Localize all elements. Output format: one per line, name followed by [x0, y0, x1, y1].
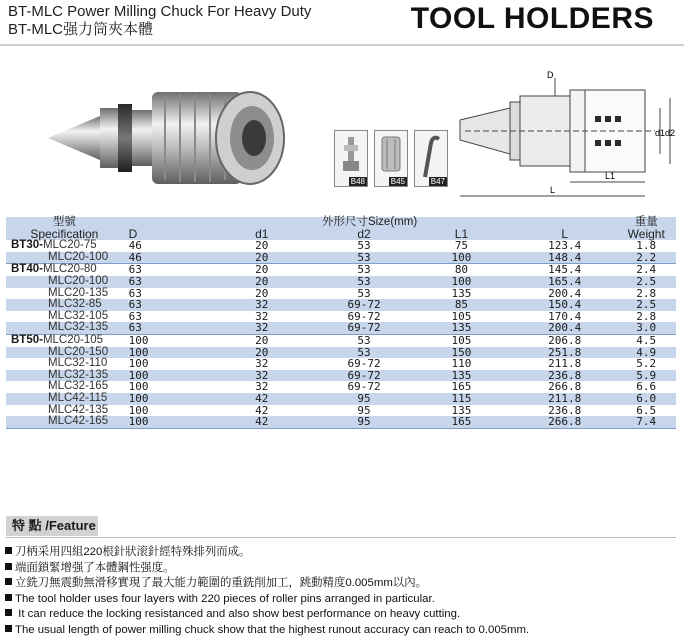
- cell-D: 63: [123, 276, 206, 288]
- cell-d2: 69-72: [347, 309, 381, 323]
- series-label: BT50-: [11, 333, 43, 346]
- cell-L: 251.8: [513, 347, 616, 359]
- feature-list: [5, 545, 680, 639]
- cell-L: 123.4: [548, 239, 582, 253]
- cell-L: 165.4: [513, 276, 616, 288]
- cell-d2: 69-72: [347, 380, 381, 394]
- header-size-group: 外形尺寸Size(mm): [321, 216, 418, 228]
- cell-d2: 95: [318, 416, 410, 428]
- cell-L1: 150: [410, 347, 513, 359]
- bullet-square-icon: [5, 594, 12, 601]
- cell-D: 100: [123, 347, 206, 359]
- model-label: MLC20-105: [42, 333, 104, 346]
- table-row: [6, 393, 676, 405]
- cell-L1: 165: [451, 380, 472, 394]
- cell-L1: 135: [410, 370, 513, 382]
- model-label: MLC20-150: [48, 345, 109, 358]
- cell-D: 46: [128, 239, 142, 253]
- table-row: [6, 252, 676, 264]
- model-label: MLC32-165: [48, 380, 109, 393]
- cell-W: 6.5: [636, 403, 657, 417]
- model-label: MLC32-110: [48, 357, 108, 370]
- cell-d2: 69-72: [318, 322, 410, 334]
- cell-D: 63: [123, 322, 206, 334]
- header-weight-en: Weight: [627, 226, 665, 241]
- cell-L: 211.8: [548, 357, 582, 371]
- cell-d2: 53: [318, 334, 410, 346]
- model-cell: [6, 416, 123, 428]
- model-label: MLC20-135: [48, 286, 109, 299]
- header-L: L: [561, 226, 569, 241]
- feature-item: 立銑刀無震動無滑移實現了最大能力範圍的重銑削加工，跳動精度0.005mm以內。: [5, 576, 680, 592]
- cell-L1: 165: [410, 416, 513, 428]
- header-d2: d2: [357, 226, 371, 241]
- cell-L1: 85: [410, 299, 513, 311]
- cell-d1: 42: [205, 416, 318, 428]
- cell-D: 100: [123, 416, 206, 428]
- cell-d2: 53: [318, 264, 410, 276]
- cell-L: 150.4: [513, 299, 616, 311]
- cell-L1: 115: [410, 393, 513, 405]
- cell-W: 3.0: [616, 322, 676, 334]
- model-cell: [6, 393, 123, 405]
- cell-W: 2.2: [616, 252, 676, 264]
- cell-W: 5.2: [636, 357, 657, 371]
- cell-W: 7.4: [616, 416, 676, 428]
- table-row: [6, 299, 676, 311]
- cell-d2: 69-72: [347, 357, 381, 371]
- cell-L: 211.8: [513, 393, 616, 405]
- model-cell: [6, 252, 123, 264]
- cell-L: 206.8: [513, 334, 616, 346]
- bullet-square-icon: [5, 625, 12, 632]
- model-label: MLC42-115: [48, 391, 108, 404]
- cell-d1: 20: [255, 239, 269, 253]
- cell-L1: 100: [410, 252, 513, 264]
- accessory-tag: B45: [390, 177, 405, 186]
- model-cell: [6, 358, 123, 370]
- header-weight-cn: 重量: [634, 216, 658, 228]
- cell-D: 100: [123, 393, 206, 405]
- cell-d1: 20: [205, 264, 318, 276]
- cell-W: 2.8: [636, 309, 657, 323]
- cell-d2: 69-72: [318, 299, 410, 311]
- title-chinese: BT-MLC强力筒夾本體: [8, 21, 154, 38]
- cell-d1: 32: [205, 370, 318, 382]
- bullet-square-icon: [5, 547, 12, 554]
- header-model-cn: 型號: [52, 216, 76, 228]
- cell-d1: 20: [205, 334, 318, 346]
- model-cell: [6, 322, 123, 334]
- cell-D: 100: [128, 403, 149, 417]
- cell-W: 5.9: [616, 370, 676, 382]
- cell-W: 2.8: [636, 286, 657, 300]
- wrench-thumbnail: [414, 130, 448, 187]
- table-row: [6, 416, 676, 428]
- cell-D: 100: [128, 380, 149, 394]
- cell-d2: 53: [318, 347, 410, 359]
- cell-d2: 95: [357, 403, 371, 417]
- cell-d2: 53: [318, 252, 410, 264]
- dim-label-d2: d2: [665, 128, 676, 138]
- cell-W: 2.4: [616, 264, 676, 276]
- cell-L: 170.4: [548, 309, 582, 323]
- table-header-row: [6, 217, 676, 229]
- cell-L: 266.8: [548, 380, 582, 394]
- cell-W: 6.0: [616, 393, 676, 405]
- cell-d2: 69-72: [318, 370, 410, 382]
- feature-item: 刀柄采用四組220根針狀滚針經特殊排列而成。: [5, 545, 680, 561]
- cell-L: 200.4: [513, 322, 616, 334]
- cell-L: 145.4: [513, 264, 616, 276]
- cell-W: 2.5: [616, 299, 676, 311]
- pull-stud-thumbnail: [334, 130, 368, 187]
- cell-D: 100: [128, 357, 149, 371]
- cell-L1: 135: [451, 403, 472, 417]
- cell-L1: 80: [410, 264, 513, 276]
- feature-heading: 特 點 /Feature: [6, 516, 98, 536]
- model-cell: [6, 299, 123, 311]
- cell-L1: 135: [410, 322, 513, 334]
- feature-item: The usual length of power milling chuck show that the highest runout accuracy can reach to 0.005mm.: [5, 623, 680, 639]
- spec-table: [6, 217, 676, 429]
- model-label: MLC20-100: [48, 250, 109, 263]
- model-label: MLC32-135: [48, 368, 109, 381]
- header-divider: [0, 44, 684, 46]
- cell-W: 1.8: [636, 239, 657, 253]
- cell-d1: 42: [255, 403, 269, 417]
- cell-L: 266.8: [513, 416, 616, 428]
- section-brand-heading: TOOL HOLDERS: [410, 2, 654, 35]
- cell-d1: 32: [255, 309, 269, 323]
- cell-W: 6.6: [636, 380, 657, 394]
- feature-item: It can reduce the locking resistanced and also show best performance on heavy cutting.: [5, 607, 680, 623]
- table-row: [6, 322, 676, 334]
- cell-L1: 110: [451, 357, 472, 371]
- cell-d2: 53: [357, 239, 371, 253]
- bullet-square-icon: [5, 563, 12, 570]
- cell-D: 46: [123, 252, 206, 264]
- cell-D: 63: [123, 299, 206, 311]
- cell-d1: 32: [255, 357, 269, 371]
- model-cell: [6, 334, 123, 346]
- cell-d1: 20: [205, 347, 318, 359]
- header-L1: L1: [454, 226, 469, 241]
- cell-W: 2.5: [616, 276, 676, 288]
- series-label: BT40-: [11, 263, 43, 276]
- cell-L1: 75: [454, 239, 469, 253]
- cell-W: 4.5: [616, 334, 676, 346]
- cell-L: 148.4: [513, 252, 616, 264]
- cell-d1: 20: [205, 276, 318, 288]
- cell-L1: 105: [410, 334, 513, 346]
- accessory-tag: B47: [430, 177, 445, 186]
- cell-L1: 100: [410, 276, 513, 288]
- cell-d2: 53: [318, 276, 410, 288]
- table-row: [6, 358, 676, 370]
- cell-W: 4.9: [616, 347, 676, 359]
- dim-label-L: L: [550, 185, 556, 195]
- cell-d2: 95: [318, 393, 410, 405]
- accessory-tag: B48: [350, 177, 365, 186]
- cell-d1: 32: [255, 380, 269, 394]
- feature-divider: [6, 537, 676, 538]
- cell-L: 236.8: [513, 370, 616, 382]
- cell-L: 200.4: [548, 286, 582, 300]
- cell-D: 63: [128, 309, 142, 323]
- cell-D: 63: [123, 264, 206, 276]
- cell-D: 100: [123, 370, 206, 382]
- cell-d2: 53: [357, 286, 371, 300]
- header-d1: d1: [255, 226, 269, 241]
- model-cell: [6, 276, 123, 288]
- model-label: MLC20-75: [42, 239, 97, 252]
- bullet-square-icon: [5, 578, 12, 585]
- cell-d1: 42: [205, 393, 318, 405]
- title-english: BT-MLC Power Milling Chuck For Heavy Duty: [8, 3, 312, 20]
- cell-d1: 20: [255, 286, 269, 300]
- collet-thumbnail: [374, 130, 408, 187]
- table-row: [6, 276, 676, 288]
- bullet-square-icon: [5, 609, 12, 616]
- cell-D: 63: [128, 286, 142, 300]
- model-label: MLC20-80: [42, 263, 97, 276]
- table-row: [6, 334, 676, 346]
- cell-D: 100: [123, 334, 206, 346]
- model-label: MLC42-135: [48, 403, 109, 416]
- model-label: MLC20-100: [48, 274, 109, 287]
- model-label: MLC32-135: [48, 321, 109, 334]
- model-label: MLC32-105: [48, 309, 109, 322]
- feature-item: 端面鎖緊增强了本體鋼性强度。: [5, 561, 680, 577]
- series-label: BT30-: [11, 239, 43, 252]
- cell-d1: 32: [205, 299, 318, 311]
- chuck-photo: [40, 78, 310, 198]
- cell-L1: 105: [451, 309, 472, 323]
- dim-label-D: D: [547, 70, 554, 80]
- dim-label-L1: L1: [605, 171, 616, 181]
- technical-drawing: [455, 68, 680, 208]
- header-model-en: Specification: [30, 226, 99, 241]
- model-label: MLC42-165: [48, 415, 109, 428]
- dim-label-d1: d1: [655, 128, 666, 138]
- model-label: MLC32-85: [48, 298, 102, 311]
- feature-item: The tool holder uses four layers with 220 pieces of roller pins arranged in particular.: [5, 592, 680, 608]
- cell-L1: 135: [451, 286, 472, 300]
- cell-d1: 32: [205, 322, 318, 334]
- cell-L: 236.8: [548, 403, 582, 417]
- header-D: D: [128, 226, 138, 241]
- cell-d1: 20: [205, 252, 318, 264]
